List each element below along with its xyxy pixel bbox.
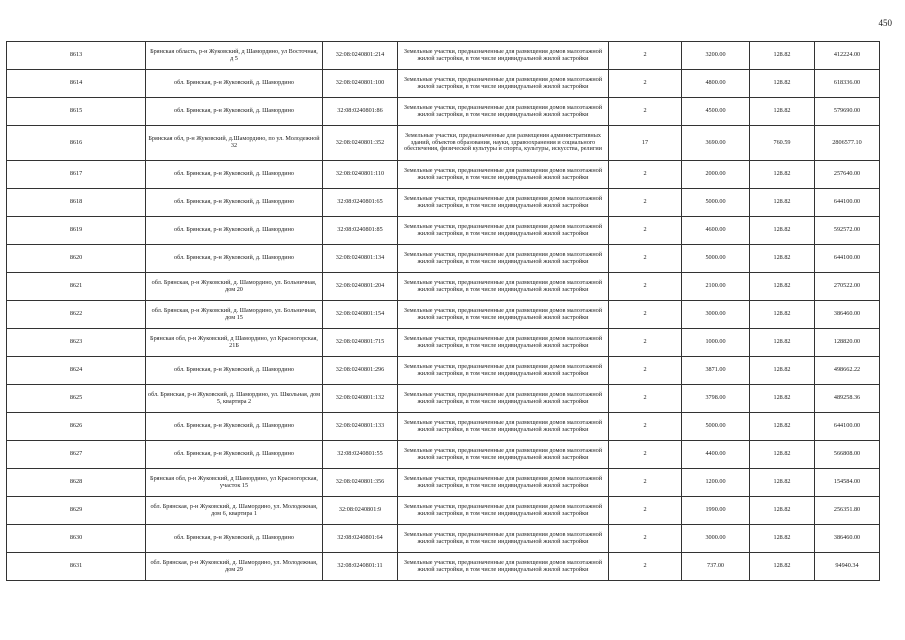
area-cell: 1990.00: [682, 497, 750, 525]
table-row: [7, 525, 880, 553]
specific-value-cell: 128.82: [750, 413, 815, 441]
area-cell: 3798.00: [682, 385, 750, 413]
specific-value-cell: 128.82: [750, 217, 815, 245]
area-cell: 5000.00: [682, 189, 750, 217]
cadastral-value-cell: 386460.00: [815, 525, 880, 553]
land-use-cell: Земельные участки, предназначенные для размещения домов малоэтажной жилой застройки, в том числе индивидуальной жилой застройки: [398, 42, 609, 70]
cadastral-number-cell: 32:08:0240801:134: [323, 245, 398, 273]
land-use-cell: Земельные участки, предназначенные для размещения домов малоэтажной жилой застройки, в том числе индивидуальной жилой застройки: [398, 469, 609, 497]
table-row: [7, 469, 880, 497]
cadastral-number-cell: 32:08:0240801:11: [323, 553, 398, 581]
specific-value-cell: 128.82: [750, 98, 815, 126]
area-cell: 4500.00: [682, 98, 750, 126]
table-row: [7, 42, 880, 70]
cadastral-value-cell: 257640.00: [815, 161, 880, 189]
use-group-cell: 2: [609, 98, 682, 126]
use-group-cell: 2: [609, 441, 682, 469]
cadastral-number-cell: 32:08:0240801:154: [323, 301, 398, 329]
cadastral-value-cell: 270522.00: [815, 273, 880, 301]
specific-value-cell: 128.82: [750, 245, 815, 273]
cadastral-number-cell: 32:08:0240801:64: [323, 525, 398, 553]
cadastral-value-cell: 412224.00: [815, 42, 880, 70]
land-use-cell: Земельные участки, предназначенные для размещения домов малоэтажной жилой застройки, в том числе индивидуальной жилой застройки: [398, 301, 609, 329]
address-cell: обл. Брянская, р-н Жуковский, д. Шамордино, ул. Школьная, дом 5, квартира 2: [146, 385, 323, 413]
use-group-cell: 2: [609, 525, 682, 553]
specific-value-cell: 128.82: [750, 70, 815, 98]
address-cell: обл. Брянская, р-н Жуковский, д. Шамордино: [146, 413, 323, 441]
address-cell: Брянская обл, р-н Жуковский, д Шамордино, ул Красногорская, участок 15: [146, 469, 323, 497]
address-cell: обл. Брянская, р-н Жуковский, д. Шамордино: [146, 245, 323, 273]
address-cell: обл. Брянская, р-н Жуковский, д. Шамордино: [146, 217, 323, 245]
cadastral-value-cell: 644100.00: [815, 189, 880, 217]
table-row: [7, 245, 880, 273]
row-number-cell: 8631: [7, 553, 146, 581]
cadastral-number-cell: 32:08:0240801:65: [323, 189, 398, 217]
row-number-cell: 8618: [7, 189, 146, 217]
cadastral-value-cell: 2806577.10: [815, 126, 880, 161]
row-number-cell: 8621: [7, 273, 146, 301]
page-number: 450: [878, 18, 892, 28]
use-group-cell: 2: [609, 189, 682, 217]
row-number-cell: 8629: [7, 497, 146, 525]
specific-value-cell: 128.82: [750, 441, 815, 469]
table-row: [7, 189, 880, 217]
row-number-cell: 8614: [7, 70, 146, 98]
land-use-cell: Земельные участки, предназначенные для размещения домов малоэтажной жилой застройки, в том числе индивидуальной жилой застройки: [398, 497, 609, 525]
cadastral-value-cell: 566808.00: [815, 441, 880, 469]
cadastral-value-cell: 644100.00: [815, 413, 880, 441]
address-cell: обл. Брянская, р-н Жуковский, д. Шамордино: [146, 98, 323, 126]
cadastral-number-cell: 32:08:0240801:204: [323, 273, 398, 301]
cadastral-value-cell: 489258.36: [815, 385, 880, 413]
cadastral-number-cell: 32:08:0240801:352: [323, 126, 398, 161]
row-number-cell: 8630: [7, 525, 146, 553]
land-use-cell: Земельные участки, предназначенные для размещения домов малоэтажной жилой застройки, в том числе индивидуальной жилой застройки: [398, 273, 609, 301]
row-number-cell: 8622: [7, 301, 146, 329]
specific-value-cell: 128.82: [750, 469, 815, 497]
address-cell: обл. Брянская, р-н Жуковский, д. Шамордино, ул. Молодежная, дом 6, квартира 1: [146, 497, 323, 525]
area-cell: 3000.00: [682, 525, 750, 553]
cadastral-number-cell: 32:08:0240801:110: [323, 161, 398, 189]
cadastral-value-table: [6, 41, 880, 581]
table-row: [7, 385, 880, 413]
row-number-cell: 8626: [7, 413, 146, 441]
address-cell: обл. Брянская, р-н Жуковский, д. Шамордино: [146, 161, 323, 189]
area-cell: 4600.00: [682, 217, 750, 245]
use-group-cell: 2: [609, 413, 682, 441]
row-number-cell: 8613: [7, 42, 146, 70]
table-row: [7, 413, 880, 441]
use-group-cell: 2: [609, 357, 682, 385]
use-group-cell: 2: [609, 42, 682, 70]
use-group-cell: 2: [609, 329, 682, 357]
address-cell: обл. Брянская, р-н Жуковский, д. Шамордино: [146, 70, 323, 98]
row-number-cell: 8628: [7, 469, 146, 497]
use-group-cell: 2: [609, 273, 682, 301]
table-row: [7, 126, 880, 161]
address-cell: обл. Брянская, р-н Жуковский, д. Шамордино, ул. Больничная, дом 15: [146, 301, 323, 329]
address-cell: обл. Брянская, р-н Жуковский, д. Шамордино, ул. Молодежная, дом 29: [146, 553, 323, 581]
area-cell: 3690.00: [682, 126, 750, 161]
address-cell: Брянская обл, р-н Жуковский, д.Шамордино, по ул. Молодежной 32: [146, 126, 323, 161]
use-group-cell: 2: [609, 161, 682, 189]
specific-value-cell: 128.82: [750, 301, 815, 329]
specific-value-cell: 128.82: [750, 161, 815, 189]
use-group-cell: 2: [609, 70, 682, 98]
area-cell: 737.00: [682, 553, 750, 581]
cadastral-value-cell: 498662.22: [815, 357, 880, 385]
land-use-cell: Земельные участки, предназначенные для размещения домов малоэтажной жилой застройки, в том числе индивидуальной жилой застройки: [398, 441, 609, 469]
specific-value-cell: 128.82: [750, 553, 815, 581]
address-cell: обл. Брянская, р-н Жуковский, д. Шамордино: [146, 441, 323, 469]
row-number-cell: 8623: [7, 329, 146, 357]
area-cell: 2100.00: [682, 273, 750, 301]
specific-value-cell: 128.82: [750, 525, 815, 553]
table-row: [7, 497, 880, 525]
table-row: [7, 329, 880, 357]
cadastral-number-cell: 32:08:0240801:9: [323, 497, 398, 525]
use-group-cell: 2: [609, 217, 682, 245]
area-cell: 3871.00: [682, 357, 750, 385]
row-number-cell: 8617: [7, 161, 146, 189]
cadastral-number-cell: 32:08:0240801:55: [323, 441, 398, 469]
use-group-cell: 2: [609, 469, 682, 497]
cadastral-value-cell: 644100.00: [815, 245, 880, 273]
area-cell: 1000.00: [682, 329, 750, 357]
table-row: [7, 273, 880, 301]
use-group-cell: 2: [609, 553, 682, 581]
cadastral-value-cell: 386460.00: [815, 301, 880, 329]
table-row: [7, 357, 880, 385]
area-cell: 5000.00: [682, 413, 750, 441]
specific-value-cell: 128.82: [750, 273, 815, 301]
address-cell: Брянская обл, р-н Жуковский, д Шамордино, ул Красногорская, 21Б: [146, 329, 323, 357]
cadastral-value-cell: 618336.00: [815, 70, 880, 98]
table-row: [7, 301, 880, 329]
table-row: [7, 553, 880, 581]
cadastral-number-cell: 32:08:0240801:214: [323, 42, 398, 70]
land-use-cell: Земельные участки, предназначенные для размещения домов малоэтажной жилой застройки, в том числе индивидуальной жилой застройки: [398, 385, 609, 413]
land-use-cell: Земельные участки, предназначенные для размещения домов малоэтажной жилой застройки, в том числе индивидуальной жилой застройки: [398, 98, 609, 126]
row-number-cell: 8620: [7, 245, 146, 273]
area-cell: 4400.00: [682, 441, 750, 469]
land-use-cell: Земельные участки, предназначенные для размещения домов малоэтажной жилой застройки, в том числе индивидуальной жилой застройки: [398, 553, 609, 581]
address-cell: обл. Брянская, р-н Жуковский, д. Шамордино: [146, 357, 323, 385]
table-body: [7, 42, 880, 581]
cadastral-number-cell: 32:08:0240801:715: [323, 329, 398, 357]
row-number-cell: 8619: [7, 217, 146, 245]
specific-value-cell: 128.82: [750, 357, 815, 385]
land-use-cell: Земельные участки, предназначенные для размещения домов малоэтажной жилой застройки, в том числе индивидуальной жилой застройки: [398, 70, 609, 98]
table-row: [7, 98, 880, 126]
address-cell: Брянская область, р-н Жуковский, д Шамордино, ул Восточная, д 5: [146, 42, 323, 70]
land-use-cell: Земельные участки, предназначенные для размещения административных зданий, объектов образования, науки, здравоохранения и социального обеспечения, физической культуры и спорта, культуры, искусства, религии: [398, 126, 609, 161]
cadastral-number-cell: 32:08:0240801:100: [323, 70, 398, 98]
row-number-cell: 8615: [7, 98, 146, 126]
cadastral-value-cell: 592572.00: [815, 217, 880, 245]
cadastral-number-cell: 32:08:0240801:356: [323, 469, 398, 497]
row-number-cell: 8616: [7, 126, 146, 161]
address-cell: обл. Брянская, р-н Жуковский, д. Шамордино, ул. Больничная, дом 20: [146, 273, 323, 301]
cadastral-number-cell: 32:08:0240801:296: [323, 357, 398, 385]
cadastral-number-cell: 32:08:0240801:132: [323, 385, 398, 413]
cadastral-value-cell: 256351.80: [815, 497, 880, 525]
land-use-cell: Земельные участки, предназначенные для размещения домов малоэтажной жилой застройки, в том числе индивидуальной жилой застройки: [398, 189, 609, 217]
cadastral-value-cell: 128820.00: [815, 329, 880, 357]
cadastral-number-cell: 32:08:0240801:86: [323, 98, 398, 126]
specific-value-cell: 760.59: [750, 126, 815, 161]
address-cell: обл. Брянская, р-н Жуковский, д. Шамордино: [146, 189, 323, 217]
row-number-cell: 8624: [7, 357, 146, 385]
area-cell: 1200.00: [682, 469, 750, 497]
use-group-cell: 2: [609, 497, 682, 525]
cadastral-value-cell: 154584.00: [815, 469, 880, 497]
specific-value-cell: 128.82: [750, 42, 815, 70]
specific-value-cell: 128.82: [750, 385, 815, 413]
land-use-cell: Земельные участки, предназначенные для размещения домов малоэтажной жилой застройки, в том числе индивидуальной жилой застройки: [398, 329, 609, 357]
land-use-cell: Земельные участки, предназначенные для размещения домов малоэтажной жилой застройки, в том числе индивидуальной жилой застройки: [398, 413, 609, 441]
area-cell: 5000.00: [682, 245, 750, 273]
table-row: [7, 70, 880, 98]
area-cell: 3000.00: [682, 301, 750, 329]
land-use-cell: Земельные участки, предназначенные для размещения домов малоэтажной жилой застройки, в том числе индивидуальной жилой застройки: [398, 525, 609, 553]
land-use-cell: Земельные участки, предназначенные для размещения домов малоэтажной жилой застройки, в том числе индивидуальной жилой застройки: [398, 357, 609, 385]
land-use-cell: Земельные участки, предназначенные для размещения домов малоэтажной жилой застройки, в том числе индивидуальной жилой застройки: [398, 217, 609, 245]
cadastral-value-cell: 94940.34: [815, 553, 880, 581]
specific-value-cell: 128.82: [750, 189, 815, 217]
use-group-cell: 17: [609, 126, 682, 161]
specific-value-cell: 128.82: [750, 329, 815, 357]
land-use-cell: Земельные участки, предназначенные для размещения домов малоэтажной жилой застройки, в том числе индивидуальной жилой застройки: [398, 161, 609, 189]
table-row: [7, 161, 880, 189]
row-number-cell: 8625: [7, 385, 146, 413]
cadastral-value-cell: 579690.00: [815, 98, 880, 126]
address-cell: обл. Брянская, р-н Жуковский, д. Шамордино: [146, 525, 323, 553]
specific-value-cell: 128.82: [750, 497, 815, 525]
area-cell: 4800.00: [682, 70, 750, 98]
use-group-cell: 2: [609, 385, 682, 413]
land-use-cell: Земельные участки, предназначенные для размещения домов малоэтажной жилой застройки, в том числе индивидуальной жилой застройки: [398, 245, 609, 273]
cadastral-number-cell: 32:08:0240801:85: [323, 217, 398, 245]
row-number-cell: 8627: [7, 441, 146, 469]
table-row: [7, 441, 880, 469]
table-row: [7, 217, 880, 245]
use-group-cell: 2: [609, 245, 682, 273]
area-cell: 3200.00: [682, 42, 750, 70]
area-cell: 2000.00: [682, 161, 750, 189]
cadastral-number-cell: 32:08:0240801:133: [323, 413, 398, 441]
use-group-cell: 2: [609, 301, 682, 329]
